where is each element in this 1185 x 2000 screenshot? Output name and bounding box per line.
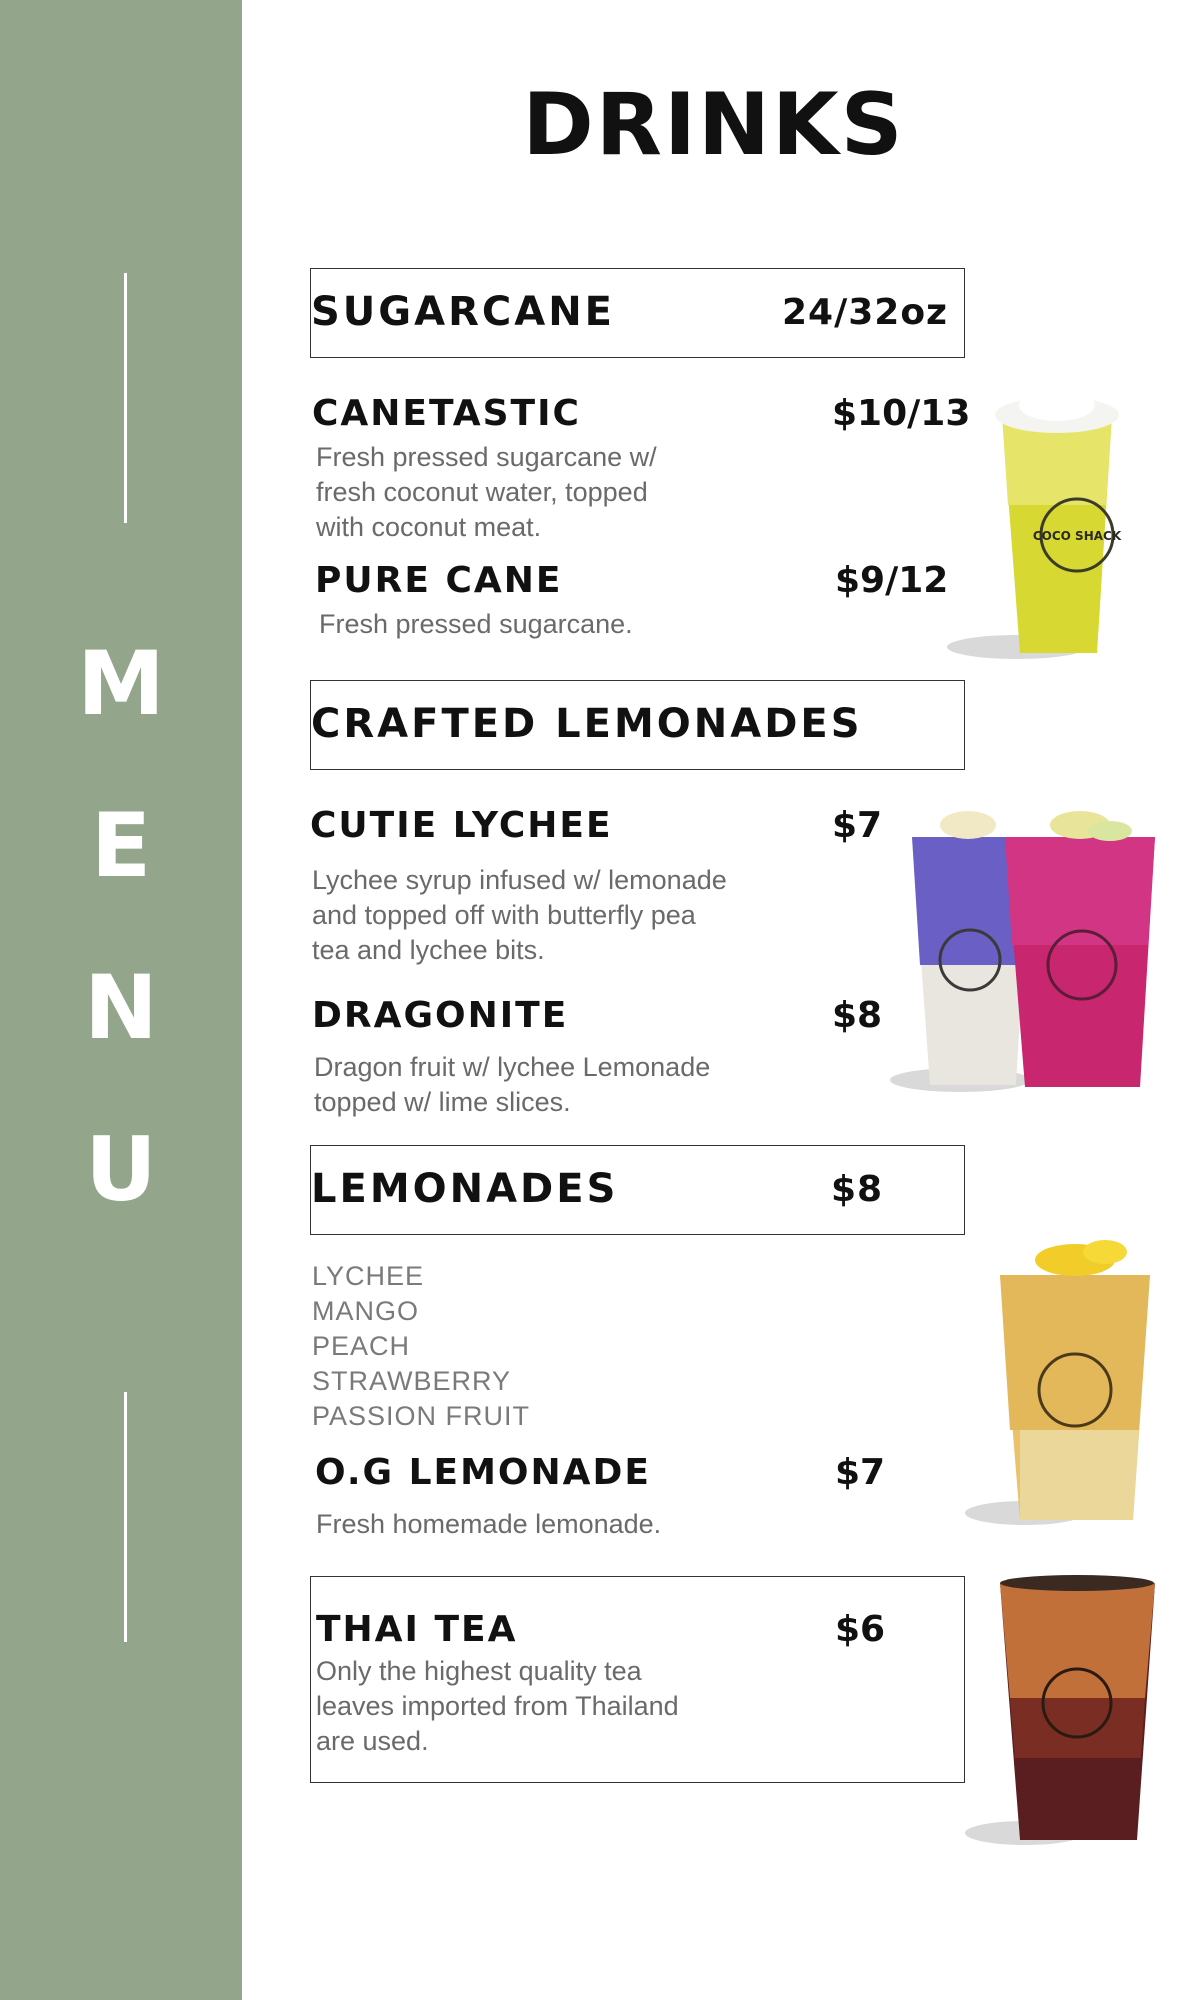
cutie-lychee-name: CUTIE LYCHEE xyxy=(310,805,613,846)
page-title: DRINKS xyxy=(522,75,905,175)
cup-logo-text: COCO SHACK xyxy=(1032,529,1122,543)
menu-letter-n: N xyxy=(84,956,158,1059)
thai-tea-cup-image xyxy=(965,1568,1165,1848)
og-lemonade-price: $7 xyxy=(835,1452,886,1493)
flavor-passion-fruit: PASSION FRUIT xyxy=(312,1401,531,1431)
thai-tea-box xyxy=(310,1576,965,1783)
canetastic-price: $10/13 xyxy=(832,393,971,434)
crafted-lemonades-header-box xyxy=(310,680,965,770)
pure-cane-price: $9/12 xyxy=(835,560,949,601)
flavor-peach: PEACH xyxy=(312,1331,411,1361)
canetastic-name: CANETASTIC xyxy=(312,393,581,434)
sidebar-top-line xyxy=(124,273,127,523)
pure-cane-name: PURE CANE xyxy=(315,560,563,601)
cutie-lychee-price: $7 xyxy=(832,805,883,846)
canetastic-description: Fresh pressed sugarcane w/ fresh coconut water, topped with coconut meat. xyxy=(316,442,657,542)
menu-letter-m: M xyxy=(77,632,165,735)
dragonite-price: $8 xyxy=(832,995,883,1036)
cutie-lychee-description: Lychee syrup infused w/ lemonade and topped off with butterfly pea tea and lychee bits. xyxy=(312,865,727,965)
pure-cane-description: Fresh pressed sugarcane. xyxy=(319,609,633,639)
og-lemonade-name: O.G LEMONADE xyxy=(315,1452,651,1493)
menu-letter-u: U xyxy=(85,1118,157,1221)
sidebar-bottom-line xyxy=(124,1392,127,1642)
og-lemonade-description: Fresh homemade lemonade. xyxy=(316,1509,662,1539)
lemonade-cup-image xyxy=(965,1230,1165,1530)
dragonite-description: Dragon fruit w/ lychee Lemonade topped w/ lime slices. xyxy=(314,1052,711,1117)
sugarcane-size: 24/32oz xyxy=(781,292,948,333)
flavor-lychee: LYCHEE xyxy=(312,1261,425,1291)
lemonades-title: LEMONADES xyxy=(311,1166,619,1212)
sidebar xyxy=(0,0,242,2000)
dragonite-name: DRAGONITE xyxy=(312,995,569,1036)
lemonades-header-box xyxy=(310,1145,965,1235)
menu-letter-e: E xyxy=(90,794,152,897)
sugarcane-header-box xyxy=(310,268,965,358)
crafted-lemonade-cups-image xyxy=(890,795,1160,1095)
crafted-lemonades-title: CRAFTED LEMONADES xyxy=(311,701,863,747)
thai-tea-price: $6 xyxy=(835,1609,886,1650)
sugarcane-cup-image xyxy=(942,385,1157,665)
lemonades-price: $8 xyxy=(831,1169,884,1210)
thai-tea-name: THAI TEA xyxy=(316,1609,518,1650)
thai-tea-description: Only the highest quality tea leaves imported from Thailand are used. xyxy=(316,1656,679,1756)
flavor-mango: MANGO xyxy=(312,1296,420,1326)
sugarcane-title: SUGARCANE xyxy=(311,289,615,335)
flavor-strawberry: STRAWBERRY xyxy=(312,1366,512,1396)
